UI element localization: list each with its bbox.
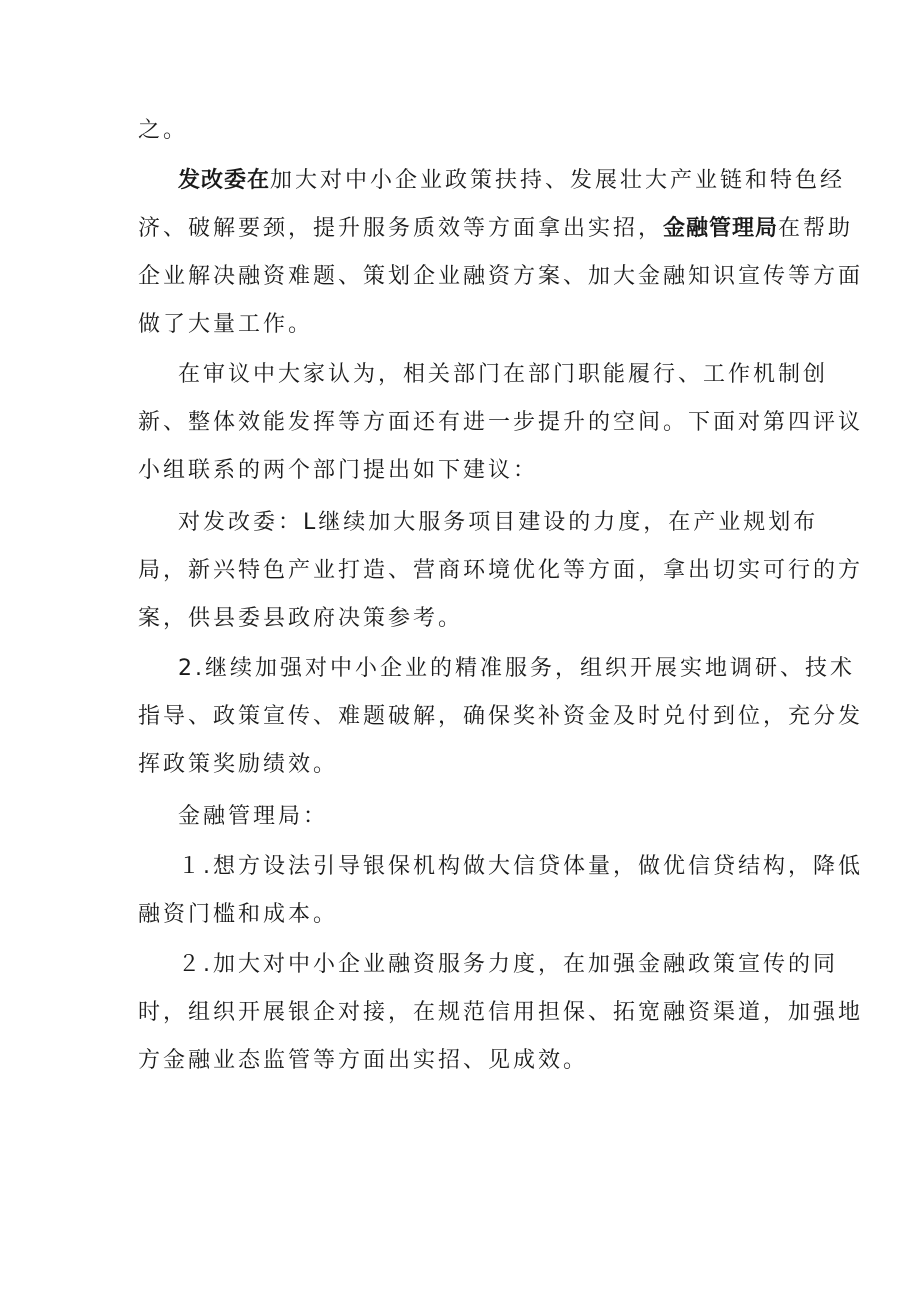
p6-line1: １.想方设法引导银保机构做大信贷体量，做优信贷结构，降低 [178, 854, 863, 879]
p7-line3: 方金融业态监管等方面出实招、见成效。 [138, 1048, 589, 1073]
p0-line1: 之。 [138, 118, 189, 143]
p6-line2: 融资门槛和成本。 [138, 902, 339, 927]
p3-line2: 局，新兴特色产业打造、营商环境优化等方面，拿出切实可行的方 [138, 558, 864, 583]
p4-line1: 2.继续加强对中小企业的精准服务，组织开展实地调研、技术 [178, 656, 855, 681]
p1-line4: 做了大量工作。 [138, 312, 314, 337]
p1-line2: 济、破解要颈，提升服务质效等方面拿出实招，金融管理局在帮助 [138, 216, 854, 241]
bold-department-jrglj: 金融管理局 [663, 216, 779, 241]
p3-line1: 对发改委：L继续加大服务项目建设的力度，在产业规划布 [178, 510, 819, 535]
p5-line1: 金融管理局： [178, 804, 329, 829]
bold-department-fgw: 发改委在 [178, 168, 271, 193]
p7-line1: ２.加大对中小企业融资服务力度，在加强金融政策宣传的同 [178, 952, 838, 977]
p7-line2: 时，组织开展银企对接，在规范信用担保、拓宽融资渠道，加强地 [138, 1000, 864, 1025]
p2-line3: 小组联系的两个部门提出如下建议： [138, 458, 539, 483]
p4-line3: 挥政策奖励绩效。 [138, 752, 339, 777]
p2-line2: 新、整体效能发挥等方面还有进一步提升的空间。下面对第四评议 [138, 410, 864, 435]
p3-line3: 案，供县委县政府决策参考。 [138, 606, 464, 631]
p4-line2: 指导、政策宣传、难题破解，确保奖补资金及时兑付到位，充分发 [138, 704, 864, 729]
p2-line1: 在审议中大家认为，相关部门在部门职能履行、工作机制创 [178, 362, 829, 387]
p1-line3: 企业解决融资难题、策划企业融资方案、加大金融知识宣传等方面 [138, 264, 864, 289]
p1-line1: 发改委在加大对中小企业政策扶持、发展壮大产业链和特色经 [178, 168, 846, 193]
